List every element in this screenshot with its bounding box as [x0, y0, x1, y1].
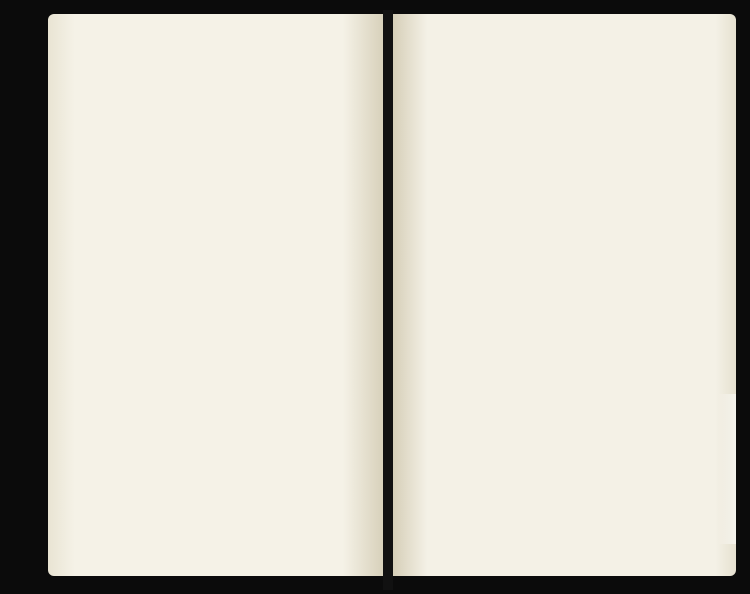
page-stain: [718, 394, 736, 544]
left-page: [48, 14, 383, 576]
book-spread: [40, 10, 740, 590]
book-gutter: [383, 10, 393, 590]
right-page: [393, 14, 736, 576]
